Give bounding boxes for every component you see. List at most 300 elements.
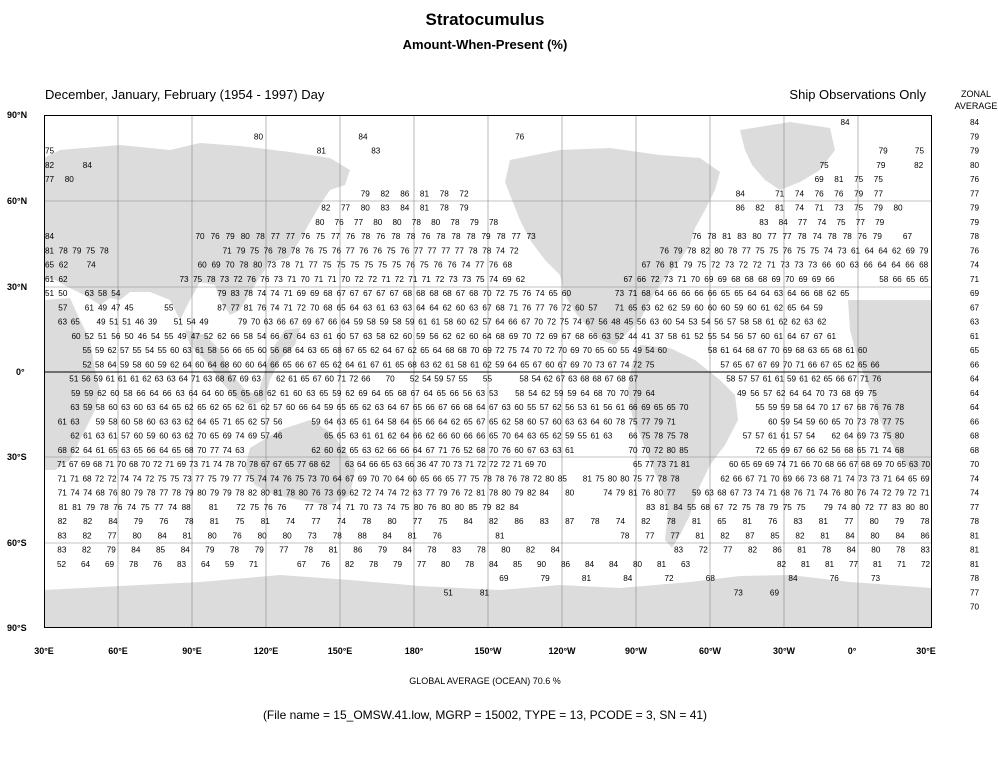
- grid-value: 54: [675, 317, 685, 327]
- grid-value: 45: [624, 317, 634, 327]
- grid-value: 66: [387, 445, 397, 455]
- grid-value: 77: [232, 474, 242, 484]
- grid-value: 49: [177, 331, 187, 341]
- grid-value: 74: [336, 517, 346, 526]
- grid-value: 72: [545, 346, 555, 355]
- grid-value: 60: [197, 260, 207, 270]
- grid-value: 77: [873, 189, 883, 199]
- chart-subtitle: Amount-When-Present (%): [402, 37, 568, 52]
- grid-value: 62: [260, 403, 270, 412]
- grid-value: 78: [206, 274, 216, 284]
- grid-value: 82: [527, 488, 537, 498]
- grid-value: 60: [747, 303, 757, 313]
- grid-value: 54: [720, 331, 731, 341]
- grid-value: 67: [376, 289, 386, 298]
- grid-value: 81: [407, 531, 417, 541]
- grid-value: 71: [283, 289, 293, 298]
- grid-value: 63: [774, 289, 784, 298]
- grid-value: 54: [151, 331, 161, 341]
- grid-value: 61: [323, 331, 333, 341]
- grid-value: 83: [646, 502, 656, 512]
- grid-value: 65: [653, 403, 664, 412]
- grid-value: 75: [508, 289, 519, 298]
- grid-value: 65: [320, 346, 330, 355]
- grid-value: 77: [454, 246, 464, 256]
- grid-value: 60: [545, 360, 555, 370]
- grid-value: 62: [407, 346, 417, 355]
- grid-value: 60: [195, 360, 205, 370]
- grid-value: 68: [323, 303, 333, 313]
- grid-value: 82: [82, 545, 92, 555]
- grid-value: 61: [590, 403, 600, 412]
- grid-value: 67: [557, 360, 567, 370]
- grid-value: 73: [267, 260, 277, 270]
- grid-value: 77: [353, 217, 364, 227]
- grid-value: 58: [793, 403, 803, 412]
- grid-value: 82: [321, 203, 331, 213]
- grid-value: 74: [387, 488, 397, 498]
- grid-value: 75: [882, 431, 892, 441]
- grid-value: 65: [633, 460, 643, 469]
- grid-value: 77: [279, 545, 289, 555]
- grid-value: 75: [235, 517, 245, 526]
- grid-value: 75: [438, 517, 448, 526]
- grid-value: 67: [312, 374, 322, 384]
- grid-value: 61: [57, 417, 67, 427]
- grid-value: 65: [412, 417, 423, 427]
- grid-value: 72: [632, 360, 642, 370]
- grid-value: 62: [552, 403, 562, 412]
- grid-value: 71: [666, 417, 676, 427]
- grid-value: 69: [814, 175, 824, 184]
- grid-value: 73: [307, 531, 317, 541]
- grid-value: 84: [157, 531, 167, 541]
- grid-value: 67: [628, 374, 639, 384]
- grid-value: 68: [445, 346, 455, 355]
- grid-value: 60: [657, 346, 667, 355]
- grid-value: 76: [882, 403, 892, 412]
- grid-value: 65: [787, 303, 797, 313]
- grid-value: 62: [276, 374, 286, 384]
- grid-value: 70: [489, 445, 499, 455]
- zonal-average-column: [970, 118, 980, 612]
- grid-value: 62: [892, 246, 902, 256]
- grid-value: 69: [769, 588, 780, 598]
- grid-value: 76: [257, 303, 267, 313]
- grid-value: 75: [350, 260, 360, 270]
- grid-value: 74: [461, 260, 471, 270]
- grid-value: 75: [295, 474, 305, 484]
- grid-value: 79: [254, 545, 264, 555]
- grid-value: 72: [463, 488, 473, 498]
- grid-value: 78: [489, 217, 499, 227]
- grid-value: 41: [641, 331, 651, 341]
- grid-value: 86: [561, 559, 571, 569]
- grid-value: 83: [177, 559, 187, 569]
- grid-value: 64: [201, 388, 211, 398]
- grid-value: 85: [770, 531, 780, 541]
- grid-value: 77: [425, 488, 435, 498]
- grid-value: 83: [737, 232, 747, 241]
- grid-value: 69: [765, 460, 775, 469]
- grid-value: 79: [72, 246, 82, 256]
- grid-value: 61: [768, 431, 778, 441]
- grid-value: 61: [681, 331, 691, 341]
- zonal-average-value: 68: [970, 431, 980, 441]
- grid-value: 82: [526, 545, 536, 555]
- grid-value: 74: [572, 317, 582, 327]
- grid-value: 58: [376, 331, 386, 341]
- grid-value: 58: [514, 417, 524, 427]
- grid-value: 88: [181, 502, 191, 512]
- grid-value: 64: [395, 474, 405, 484]
- grid-value: 64: [844, 431, 854, 441]
- grid-value: 72: [367, 274, 378, 284]
- grid-value: 76: [641, 488, 651, 498]
- zonal-average-value: 65: [970, 346, 980, 355]
- grid-value: 17: [831, 403, 841, 412]
- grid-value: 66: [681, 289, 691, 298]
- grid-value: 79: [482, 502, 492, 512]
- grid-value: 68: [220, 360, 230, 370]
- grid-value: 80: [373, 217, 383, 227]
- grid-value: 71: [222, 246, 232, 256]
- grid-value: 66: [328, 317, 338, 327]
- grid-value: 66: [667, 289, 678, 298]
- grid-value: 70: [582, 360, 592, 370]
- grid-value: 82: [489, 517, 499, 526]
- grid-value: 81: [582, 474, 592, 484]
- grid-value: 75: [632, 474, 642, 484]
- grid-value: 65: [282, 360, 292, 370]
- grid-value: 70: [770, 346, 780, 355]
- grid-value: 82: [45, 160, 55, 170]
- grid-value: 72: [907, 488, 917, 498]
- grid-value: 81: [72, 502, 82, 512]
- grid-value: 81: [208, 502, 219, 512]
- grid-value: 72: [882, 488, 892, 498]
- grid-value: 82: [777, 559, 787, 569]
- grid-value: 71: [165, 460, 175, 469]
- grid-value: 56: [462, 388, 473, 398]
- grid-value: 60: [662, 317, 672, 327]
- grid-value: 72: [153, 460, 163, 469]
- grid-value: 59: [806, 417, 816, 427]
- grid-value: 77: [308, 260, 318, 270]
- grid-value: 58: [444, 317, 454, 327]
- grid-value: 66: [707, 289, 717, 298]
- grid-value: 72: [864, 502, 874, 512]
- grid-value: 79: [378, 545, 388, 555]
- grid-value: 65: [741, 460, 751, 469]
- grid-value: 36: [417, 460, 427, 469]
- grid-value: 66: [825, 274, 835, 284]
- grid-value: 84: [489, 559, 499, 569]
- grid-value: 66: [870, 360, 880, 370]
- grid-value: 68: [705, 574, 715, 583]
- grid-value: 81: [628, 488, 638, 498]
- grid-value: 59: [146, 431, 156, 441]
- grid-value: 76: [304, 246, 314, 256]
- grid-value: 57: [349, 331, 359, 341]
- grid-value: 76: [814, 189, 824, 199]
- grid-value: 56: [637, 317, 647, 327]
- grid-value: 72: [394, 274, 404, 284]
- grid-value: 62: [235, 403, 245, 412]
- grid-value: 67: [820, 360, 830, 370]
- grid-value: 80: [387, 517, 397, 526]
- grid-value: 78: [520, 474, 530, 484]
- grid-value: 62: [455, 331, 466, 341]
- grid-value: 82: [380, 189, 390, 199]
- grid-value: 78: [707, 232, 717, 241]
- grid-value: 59: [416, 331, 426, 341]
- grid-value: 57: [727, 317, 737, 327]
- grid-value: 79: [875, 217, 885, 227]
- grid-value: 60: [133, 403, 143, 412]
- grid-value: 75: [782, 502, 792, 512]
- grid-value: 80: [253, 132, 264, 142]
- grid-value: 82: [795, 531, 805, 541]
- grid-value: 84: [400, 203, 410, 213]
- zonal-average-value: 78: [970, 574, 980, 583]
- grid-value: 68: [593, 388, 603, 398]
- grid-value: 71: [57, 460, 67, 469]
- grid-value: 75: [796, 502, 806, 512]
- grid-value: 75: [666, 431, 676, 441]
- grid-value: 60: [110, 388, 120, 398]
- grid-value: 75: [322, 260, 332, 270]
- lon-label: 90°E: [182, 646, 202, 656]
- grid-value: 84: [131, 545, 141, 555]
- grid-value: 75: [769, 246, 779, 256]
- grid-value: 60: [760, 331, 770, 341]
- grid-value: 79: [873, 203, 883, 213]
- zonal-average-value: 76: [970, 246, 980, 256]
- grid-value: 75: [318, 246, 328, 256]
- grid-value: 79: [209, 488, 220, 498]
- grid-value: 62: [142, 374, 152, 384]
- grid-value: 63: [263, 317, 273, 327]
- grid-value: 58: [740, 317, 750, 327]
- grid-value: 60: [336, 331, 346, 341]
- grid-value: 71: [806, 488, 816, 498]
- grid-value: 61: [760, 303, 770, 313]
- grid-value: 64: [345, 360, 355, 370]
- grid-value: 66: [508, 317, 518, 327]
- grid-value: 65: [171, 403, 182, 412]
- grid-value: 63: [807, 346, 818, 355]
- grid-value: 79: [894, 517, 905, 526]
- grid-value: 81: [659, 502, 669, 512]
- grid-value: 74: [270, 474, 280, 484]
- grid-value: 65: [222, 403, 232, 412]
- grid-value: 56: [714, 317, 724, 327]
- grid-value: 78: [842, 232, 852, 241]
- grid-value: 51: [122, 317, 132, 327]
- grid-value: 68: [397, 388, 407, 398]
- grid-value: 78: [58, 246, 68, 256]
- grid-value: 81: [834, 175, 844, 184]
- grid-value: 66: [463, 431, 473, 441]
- grid-value: 79: [673, 246, 683, 256]
- grid-value: 81: [419, 203, 430, 213]
- grid-value: 66: [400, 445, 410, 455]
- grid-value: 84: [539, 488, 549, 498]
- grid-value: 76: [282, 474, 292, 484]
- grid-value: 78: [99, 502, 109, 512]
- grid-value: 75: [364, 260, 374, 270]
- grid-value: 62: [552, 431, 562, 441]
- grid-value: 77: [107, 531, 117, 541]
- grid-value: 78: [255, 232, 265, 241]
- grid-value: 68: [731, 274, 741, 284]
- grid-value: 81: [209, 517, 220, 526]
- grid-value: 58: [108, 417, 118, 427]
- grid-value: 52: [614, 331, 625, 341]
- grid-value: 61: [95, 445, 105, 455]
- grid-value: 83: [57, 545, 67, 555]
- grid-value: 60: [293, 388, 303, 398]
- grid-value: 76: [793, 488, 803, 498]
- grid-value: 77: [782, 232, 792, 241]
- grid-value: 72: [296, 303, 306, 313]
- grid-value: 70: [197, 431, 207, 441]
- grid-value: 62: [332, 360, 342, 370]
- grid-value: 64: [416, 303, 426, 313]
- grid-value: 68: [416, 289, 426, 298]
- grid-value: 69: [704, 274, 714, 284]
- grid-value: 82: [82, 531, 92, 541]
- grid-value: 59: [379, 317, 389, 327]
- grid-value: 71: [345, 502, 355, 512]
- grid-value: 74: [235, 431, 245, 441]
- grid-value: 71: [883, 474, 893, 484]
- grid-value: 61: [84, 303, 94, 313]
- grid-value: 63: [166, 374, 176, 384]
- grid-value: 84: [108, 517, 118, 526]
- grid-value: 69: [570, 360, 580, 370]
- grid-value: 61: [382, 360, 392, 370]
- grid-value: 60: [561, 289, 572, 298]
- grid-value: 64: [374, 417, 384, 427]
- grid-value: 58: [726, 374, 736, 384]
- grid-value: 70: [770, 474, 780, 484]
- grid-value: 58: [123, 388, 133, 398]
- grid-value: 49: [98, 303, 108, 313]
- grid-value: 78: [427, 545, 437, 555]
- grid-value: 72: [477, 460, 487, 469]
- grid-value: 65: [489, 417, 499, 427]
- lon-label: 120°W: [548, 646, 576, 656]
- grid-value: 79: [393, 559, 403, 569]
- grid-value: 75: [645, 360, 655, 370]
- grid-value: 78: [318, 502, 328, 512]
- grid-value: 66: [732, 474, 743, 484]
- grid-value: 78: [482, 474, 492, 484]
- grid-value: 73: [834, 203, 844, 213]
- grid-value: 62: [184, 431, 194, 441]
- grid-value: 78: [687, 246, 697, 256]
- grid-value: 52: [694, 331, 704, 341]
- grid-value: 81: [825, 559, 835, 569]
- grid-value: 70: [844, 417, 854, 427]
- zonal-average-value: 68: [970, 445, 980, 455]
- grid-value: 65: [734, 289, 744, 298]
- grid-value: 71: [287, 274, 297, 284]
- grid-value: 72: [546, 317, 557, 327]
- grid-value: 67: [69, 460, 79, 469]
- grid-value: 77: [195, 474, 205, 484]
- grid-value: 81: [581, 574, 592, 583]
- grid-value: 83: [759, 217, 769, 227]
- grid-value: 63: [363, 303, 373, 313]
- grid-value: 85: [679, 445, 689, 455]
- grid-value: 71: [327, 274, 337, 284]
- grid-value: 73: [807, 474, 818, 484]
- grid-value: 78: [657, 474, 667, 484]
- grid-value: 73: [837, 246, 847, 256]
- grid-value: 77: [209, 445, 220, 455]
- grid-value: 68: [575, 331, 585, 341]
- grid-value: 73: [526, 232, 536, 241]
- grid-value: 79: [894, 488, 905, 498]
- grid-value: 81: [182, 531, 192, 541]
- grid-value: 82: [720, 531, 730, 541]
- grid-value: 78: [827, 232, 837, 241]
- grid-value: 70: [813, 460, 823, 469]
- grid-value: 58: [366, 317, 376, 327]
- grid-value: 56: [273, 417, 283, 427]
- grid-value: 65: [595, 346, 605, 355]
- grid-value: 85: [468, 502, 478, 512]
- grid-value: 72: [495, 346, 505, 355]
- grid-value: 62: [58, 274, 68, 284]
- grid-value: 68: [469, 289, 479, 298]
- grid-value: 64: [296, 331, 306, 341]
- grid-value: 64: [149, 388, 159, 398]
- grid-value: 77: [645, 531, 655, 541]
- grid-value: 69: [482, 346, 492, 355]
- grid-value: 62: [97, 388, 107, 398]
- grid-value: 77: [844, 517, 854, 526]
- grid-value: 76: [421, 232, 431, 241]
- grid-value: 64: [400, 431, 410, 441]
- grid-value: 79: [360, 189, 370, 199]
- grid-value: 68: [309, 460, 319, 469]
- grid-value: 69: [81, 460, 91, 469]
- grid-value: 56: [429, 331, 439, 341]
- grid-value: 81: [328, 545, 338, 555]
- grid-value: 65: [832, 360, 843, 370]
- grid-value: 78: [304, 545, 314, 555]
- grid-value: 75: [378, 260, 388, 270]
- grid-value: 59: [681, 303, 691, 313]
- grid-value: 60: [527, 417, 537, 427]
- grid-value: 63: [681, 559, 691, 569]
- grid-value: 67: [370, 360, 380, 370]
- grid-value: 62: [482, 360, 492, 370]
- grid-value: 66: [425, 417, 435, 427]
- grid-value: 64: [387, 403, 397, 412]
- grid-value: 64: [432, 346, 442, 355]
- grid-value: 73: [453, 460, 463, 469]
- grid-value: 81: [818, 517, 828, 526]
- grid-value: 65: [420, 346, 430, 355]
- grid-value: 66: [450, 403, 461, 412]
- grid-value: 67: [395, 346, 405, 355]
- grid-value: 71: [508, 303, 519, 313]
